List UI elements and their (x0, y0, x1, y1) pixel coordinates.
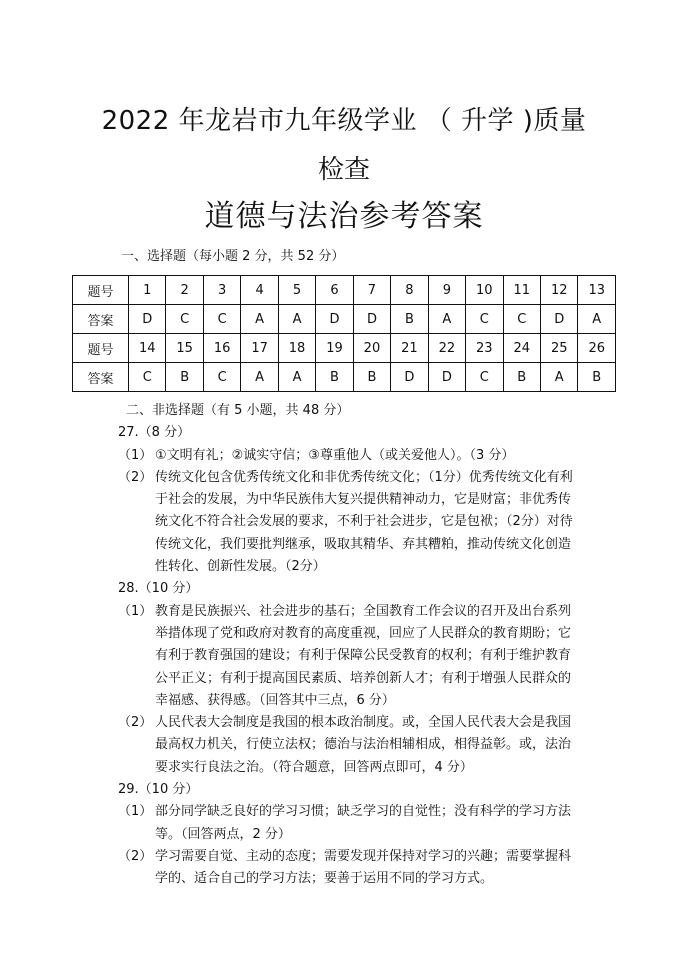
answer-cell: D (353, 305, 390, 334)
question-number-cell: 26 (578, 334, 616, 363)
doc-title-line2: 检查 (317, 155, 370, 185)
question-number-cell: 10 (466, 276, 503, 305)
answer-cell: A (578, 305, 616, 334)
table-row (73, 305, 616, 334)
question-number-cell: 22 (428, 334, 465, 363)
part-text: 传统文化包含优秀传统文化和非优秀传统文化；（1分）优秀传统文化有利于社会的发展，为中华民族伟大复兴提供精神动力，它是财富；非优秀传统文化不符合社会发展的要求，不利于社会进步，它是包袱；（2分）对待传统文化，我们要批判继承，吸取其精华、弃其糟粕，推动传统文化创造性转化、创新性发展。（2分） (155, 469, 573, 575)
answer-cell: C (129, 363, 166, 392)
part-text: ①文明有礼；②诚实守信；③尊重他人（或关爱他人）。（3 分） (155, 447, 515, 463)
doc-subtitle: 道德与法治参考答案 (204, 199, 484, 234)
part-text: 学习需要自觉、主动的态度；需要发现并保持对学习的兴趣；需要掌握科学的、适合自己的学习方法；要善于运用不同的学习方式。 (155, 848, 572, 887)
question-number-cell: 12 (540, 276, 577, 305)
answer-part (118, 801, 578, 846)
question-number-cell: 18 (278, 334, 315, 363)
section2-heading: 二、非选择题（有 5 小题，共 48 分） (126, 403, 350, 418)
answer-cell: D (391, 363, 428, 392)
row-label-question: 题号 (73, 334, 129, 363)
answer-table (72, 275, 616, 392)
question-number-cell: 25 (540, 334, 577, 363)
question-number-cell: 16 (203, 334, 240, 363)
question-number-cell: 23 (466, 334, 503, 363)
row-label-answer: 答案 (73, 363, 129, 392)
row-label-answer: 答案 (73, 305, 129, 334)
answer-cell: A (278, 363, 315, 392)
question-number-cell: 9 (428, 276, 465, 305)
answer-cell: A (540, 363, 577, 392)
answer-cell: C (203, 305, 240, 334)
answer-cell: B (503, 363, 540, 392)
section2 (118, 400, 578, 891)
question-number-cell: 11 (503, 276, 540, 305)
question-title: 27.（8 分） (118, 425, 191, 441)
question-number-cell: 3 (203, 276, 240, 305)
part-number: （1） (118, 603, 153, 619)
row-label-question: 题号 (73, 276, 129, 305)
part-number: （2） (118, 848, 153, 864)
question-number-cell: 7 (353, 276, 390, 305)
question-number-cell: 14 (129, 334, 166, 363)
answer-cell: A (278, 305, 315, 334)
question-number-cell: 19 (316, 334, 353, 363)
answer-cell: C (466, 305, 503, 334)
section1-heading: 一、选择题（每小题 2 分，共 52 分） (121, 249, 345, 264)
table-row (73, 363, 616, 392)
question-number-cell: 4 (241, 276, 278, 305)
answer-cell: C (166, 305, 203, 334)
question-number-cell: 24 (503, 334, 540, 363)
answer-cell: D (428, 363, 465, 392)
question-number-cell: 20 (353, 334, 390, 363)
answer-part (118, 467, 578, 578)
part-number: （1） (118, 447, 153, 463)
answer-cell: D (316, 305, 353, 334)
answer-cell: C (466, 363, 503, 392)
answer-cell: B (353, 363, 390, 392)
answer-part (118, 601, 578, 712)
answer-cell: D (540, 305, 577, 334)
question-number-cell: 6 (316, 276, 353, 305)
answer-part (118, 445, 578, 467)
answer-cell: D (129, 305, 166, 334)
part-text: 人民代表大会制度是我国的根本政治制度。或，全国人民代表大会是我国最高权力机关，行使立法权；德治与法治相辅相成，相得益彰。或，法治要求实行良法之治。（符合题意，回答两点即可，4 分） (155, 715, 572, 775)
part-number: （2） (118, 715, 153, 731)
answer-cell: C (503, 305, 540, 334)
part-number: （2） (118, 469, 153, 485)
answer-cell: B (316, 363, 353, 392)
answer-cell: B (578, 363, 616, 392)
table-row (73, 334, 616, 363)
question-number-cell: 17 (241, 334, 278, 363)
question-number-cell: 8 (391, 276, 428, 305)
answer-cell: B (166, 363, 203, 392)
answer-cell: A (241, 305, 278, 334)
question-number-cell: 5 (278, 276, 315, 305)
part-text: 部分同学缺乏良好的学习习惯；缺乏学习的自觉性；没有科学的学习方法等。（回答两点，2 分） (155, 804, 572, 842)
answer-part (118, 846, 578, 891)
question-title: 28.（10 分） (118, 581, 199, 597)
part-number: （1） (118, 804, 153, 820)
answer-cell: A (428, 305, 465, 334)
question-number-cell: 2 (166, 276, 203, 305)
answer-cell: B (391, 305, 428, 334)
question-number-cell: 21 (391, 334, 428, 363)
question-number-cell: 13 (578, 276, 616, 305)
question-number-cell: 15 (166, 334, 203, 363)
answer-cell: C (203, 363, 240, 392)
doc-title-line1: 2022 年龙岩市九年级学业 （ 升学 )质量 (101, 106, 587, 136)
answer-part (118, 712, 578, 779)
question-title: 29.（10 分） (118, 782, 199, 798)
table-row (73, 276, 616, 305)
part-text: 教育是民族振兴、社会进步的基石；全国教育工作会议的召开及出台系列举措体现了党和政府对教育的高度重视，回应了人民群众的教育期盼；它有利于教育强国的建设；有利于保障公民受教育的权利；有利于维护教育公平正义；有利于提高国民素质、培养创新人才；有利于增强人民群众的幸福感、获得感。（回答其中三点，6 分） (155, 603, 572, 708)
answer-cell: A (241, 363, 278, 392)
question-number-cell: 1 (129, 276, 166, 305)
